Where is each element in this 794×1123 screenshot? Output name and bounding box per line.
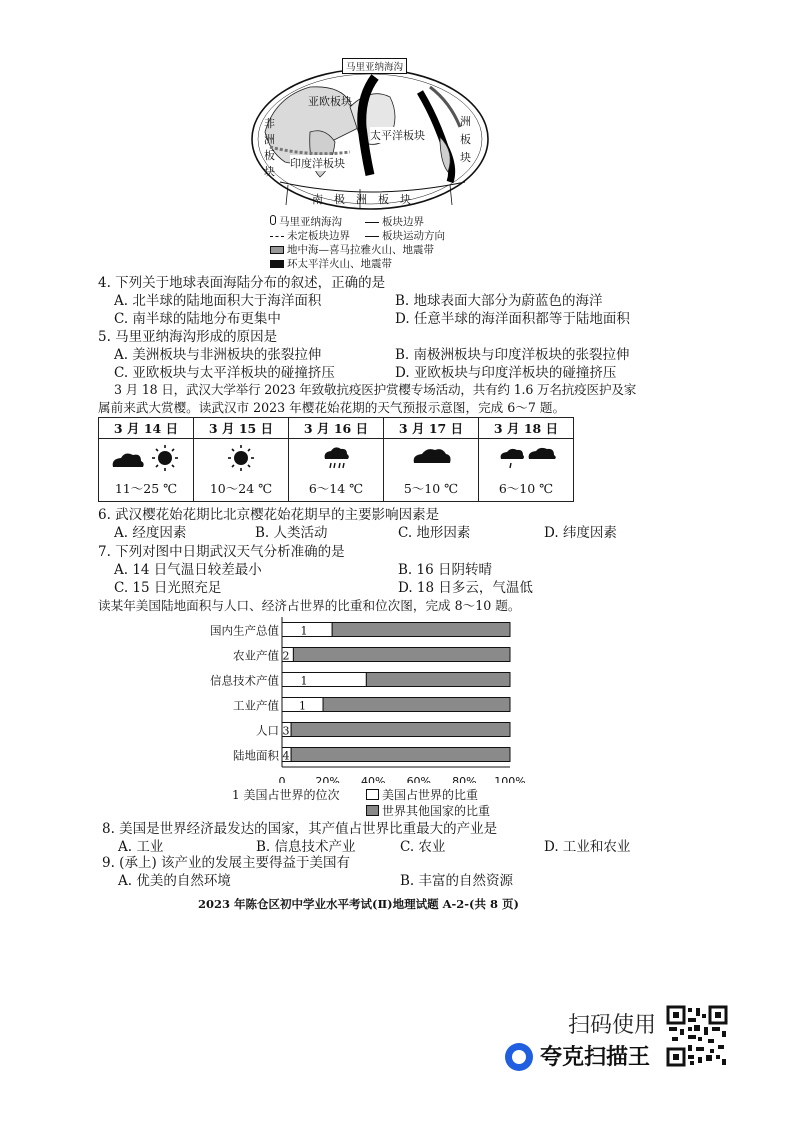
q7-stem: 7. 下列对图中日期武汉天气分析准确的是 (98, 544, 345, 560)
q9-option-a: A. 优美的自然环境 (118, 873, 231, 889)
white-swatch-icon (366, 789, 379, 800)
label-america-3: 块 (460, 151, 471, 164)
rain-overcast-icon (479, 443, 573, 473)
date-cell: 3 月 15 日 (194, 418, 289, 439)
label-africa-4: 块 (264, 165, 275, 178)
q5-option-b: B. 南极洲板块与印度洋板块的张裂拉伸 (395, 347, 630, 363)
weather-cell-18 (479, 439, 574, 502)
qr-code-icon (666, 1005, 728, 1067)
rank-label: 3 (282, 724, 290, 738)
chart-legend-rank: 1 美国占世界的位次 (232, 788, 340, 802)
intro-8-10: 读某年美国陆地面积与人口、经济占世界的比重和位次图，完成 8～10 题。 (98, 598, 521, 613)
q9-stem: 9. (承上) 该产业的发展主要得益于美国有 (102, 855, 350, 871)
q5-option-c: C. 亚欧板块与太平洋板块的碰撞挤压 (114, 365, 335, 381)
x-tick-label: 100% (494, 775, 526, 783)
world-share-bar-chart (200, 613, 530, 783)
us-share-bar (282, 673, 366, 687)
x-tick-label: 60% (406, 775, 432, 783)
q7-option-b: B. 16 日阴转晴 (398, 562, 492, 578)
label-pacific: 太平洋板块 (370, 129, 425, 142)
rank-label: 2 (282, 649, 290, 663)
gray-belt-icon (270, 246, 284, 254)
legend-plate-motion: 板块运动方向 (365, 228, 445, 243)
category-label: 农业产值 (233, 648, 279, 663)
q8-option-d: D. 工业和农业 (544, 839, 631, 855)
others-share-bar (332, 623, 510, 637)
category-label: 国内生产总值 (210, 623, 279, 638)
legend-mediterranean-belt: 地中海—喜马拉雅火山、地震带 (270, 242, 434, 257)
gray-swatch-icon (366, 805, 379, 816)
scan-brand: 夸克扫描王 (540, 1045, 651, 1070)
q4-stem: 4. 下列关于地球表面海陆分布的叙述，正确的是 (98, 275, 386, 291)
others-share-bar (291, 748, 510, 762)
q9-option-b: B. 丰富的自然资源 (400, 873, 514, 889)
date-cell: 3 月 14 日 (99, 418, 194, 439)
q5-option-a: A. 美洲板块与非洲板块的张裂拉伸 (114, 347, 322, 363)
temp-range: 6～14 ℃ (308, 481, 364, 496)
temp-range: 6～10 ℃ (498, 481, 554, 496)
rank-label: 4 (282, 749, 290, 763)
rain-icon (289, 443, 383, 473)
weather-cell-15 (194, 439, 289, 502)
plate-map (250, 57, 490, 212)
others-share-bar (291, 723, 510, 737)
x-tick-label: 40% (360, 775, 386, 783)
q6-option-b: B. 人类活动 (255, 525, 328, 541)
label-indian: 印度洋板块 (290, 157, 345, 170)
chart-legend-us-share: 美国占世界的比重 (366, 786, 478, 803)
map-title: 马里亚纳海沟 (342, 58, 407, 74)
label-america-2: 板 (460, 133, 471, 146)
overcast-icon (384, 443, 478, 473)
label-africa-1: 非 (264, 117, 275, 130)
category-label: 信息技术产值 (210, 673, 279, 688)
temp-range: 10～24 ℃ (209, 481, 273, 496)
scan-caption: 扫码使用 (568, 1013, 657, 1038)
weather-forecast-table (98, 417, 574, 502)
temp-range: 5～10 ℃ (403, 481, 459, 496)
legend-trench: 马里亚纳海沟 (270, 214, 342, 229)
weather-date-row (99, 418, 574, 439)
rank-label: 1 (300, 624, 308, 638)
q6-option-c: C. 地形因素 (398, 525, 471, 541)
weather-cell-16 (289, 439, 384, 502)
q6-stem: 6. 武汉樱花始花期比北京樱花始花期早的主要影响因素是 (98, 507, 440, 523)
bar-chart-svg (200, 613, 530, 783)
weather-detail-row (99, 439, 574, 502)
quark-logo-icon (505, 1043, 533, 1071)
legend-pacific-belt: 环太平洋火山、地震带 (270, 256, 392, 271)
q8-stem: 8. 美国是世界经济最发达的国家，其产值占世界比重最大的产业是 (102, 821, 498, 837)
boundary-line-icon (365, 222, 379, 223)
q5-stem: 5. 马里亚纳海沟形成的原因是 (98, 329, 278, 345)
rank-label: 1 (299, 699, 307, 713)
trench-symbol-icon (270, 215, 276, 225)
intro-6-7-line1: 3 月 18 日，武汉大学举行 2023 年致敬抗疫医护赏樱专场活动，共有约 1.6 万名抗疫医护及家 (114, 382, 637, 397)
page-footer: 2023 年陈仓区初中学业水平考试(Ⅱ)地理试题 A-2-(共 8 页) (198, 897, 519, 911)
sunny-icon (194, 443, 288, 473)
q5-option-d: D. 亚欧板块与印度洋板块的碰撞挤压 (395, 365, 617, 381)
rank-label: 1 (300, 674, 308, 688)
date-cell: 3 月 17 日 (384, 418, 479, 439)
legend-undefined-boundary: 未定板块边界 (270, 228, 350, 243)
category-label: 人口 (256, 723, 279, 738)
q7-option-a: A. 14 日气温日较差最小 (114, 562, 262, 578)
others-share-bar (366, 673, 510, 687)
black-belt-icon (270, 260, 284, 268)
date-cell: 3 月 18 日 (479, 418, 574, 439)
cloudy-sunny-icon (99, 443, 193, 473)
category-label: 陆地面积 (233, 748, 279, 763)
q4-option-d: D. 任意半球的海洋面积都等于陆地面积 (395, 311, 630, 327)
q4-option-c: C. 南半球的陆地分布更集中 (114, 311, 281, 327)
q6-option-a: A. 经度因素 (114, 525, 187, 541)
label-africa-2: 洲 (264, 133, 275, 146)
legend-plate-boundary: 板块边界 (365, 214, 424, 229)
x-tick-label: 0 (278, 775, 286, 783)
category-label: 工业产值 (233, 698, 279, 713)
q8-option-c: C. 农业 (400, 839, 446, 855)
intro-6-7-line2: 属前来武大赏樱。读武汉市 2023 年樱花始花期的天气预报示意图，完成 6～7 题。 (98, 400, 566, 415)
others-share-bar (293, 648, 510, 662)
logo-inner (512, 1050, 526, 1064)
q6-option-d: D. 纬度因素 (544, 525, 617, 541)
q4-option-a: A. 北半球的陆地面积大于海洋面积 (114, 293, 322, 309)
temp-range: 11～25 ℃ (114, 481, 178, 496)
q7-option-d: D. 18 日多云，气温低 (398, 580, 533, 596)
arrow-icon (365, 236, 379, 237)
q7-option-c: C. 15 日光照充足 (114, 580, 222, 596)
q4-option-b: B. 地球表面大部分为蔚蓝色的海洋 (395, 293, 603, 309)
qr-code-graphic (666, 1005, 728, 1067)
x-tick-label: 80% (452, 775, 477, 783)
x-tick-label: 20% (315, 775, 340, 783)
others-share-bar (323, 698, 510, 712)
label-eurasia: 亚欧板块 (308, 95, 352, 108)
label-africa-3: 板 (264, 149, 275, 162)
dashed-line-icon (270, 236, 284, 237)
weather-cell-14 (99, 439, 194, 502)
q8-option-a: A. 工业 (118, 839, 164, 855)
label-america-1: 洲 (460, 115, 471, 128)
weather-cell-17 (384, 439, 479, 502)
q8-option-b: B. 信息技术产业 (256, 839, 356, 855)
chart-legend-others-share: 世界其他国家的比重 (366, 802, 490, 819)
label-antarctic: 南 极 洲 板 块 (312, 193, 411, 206)
date-cell: 3 月 16 日 (289, 418, 384, 439)
